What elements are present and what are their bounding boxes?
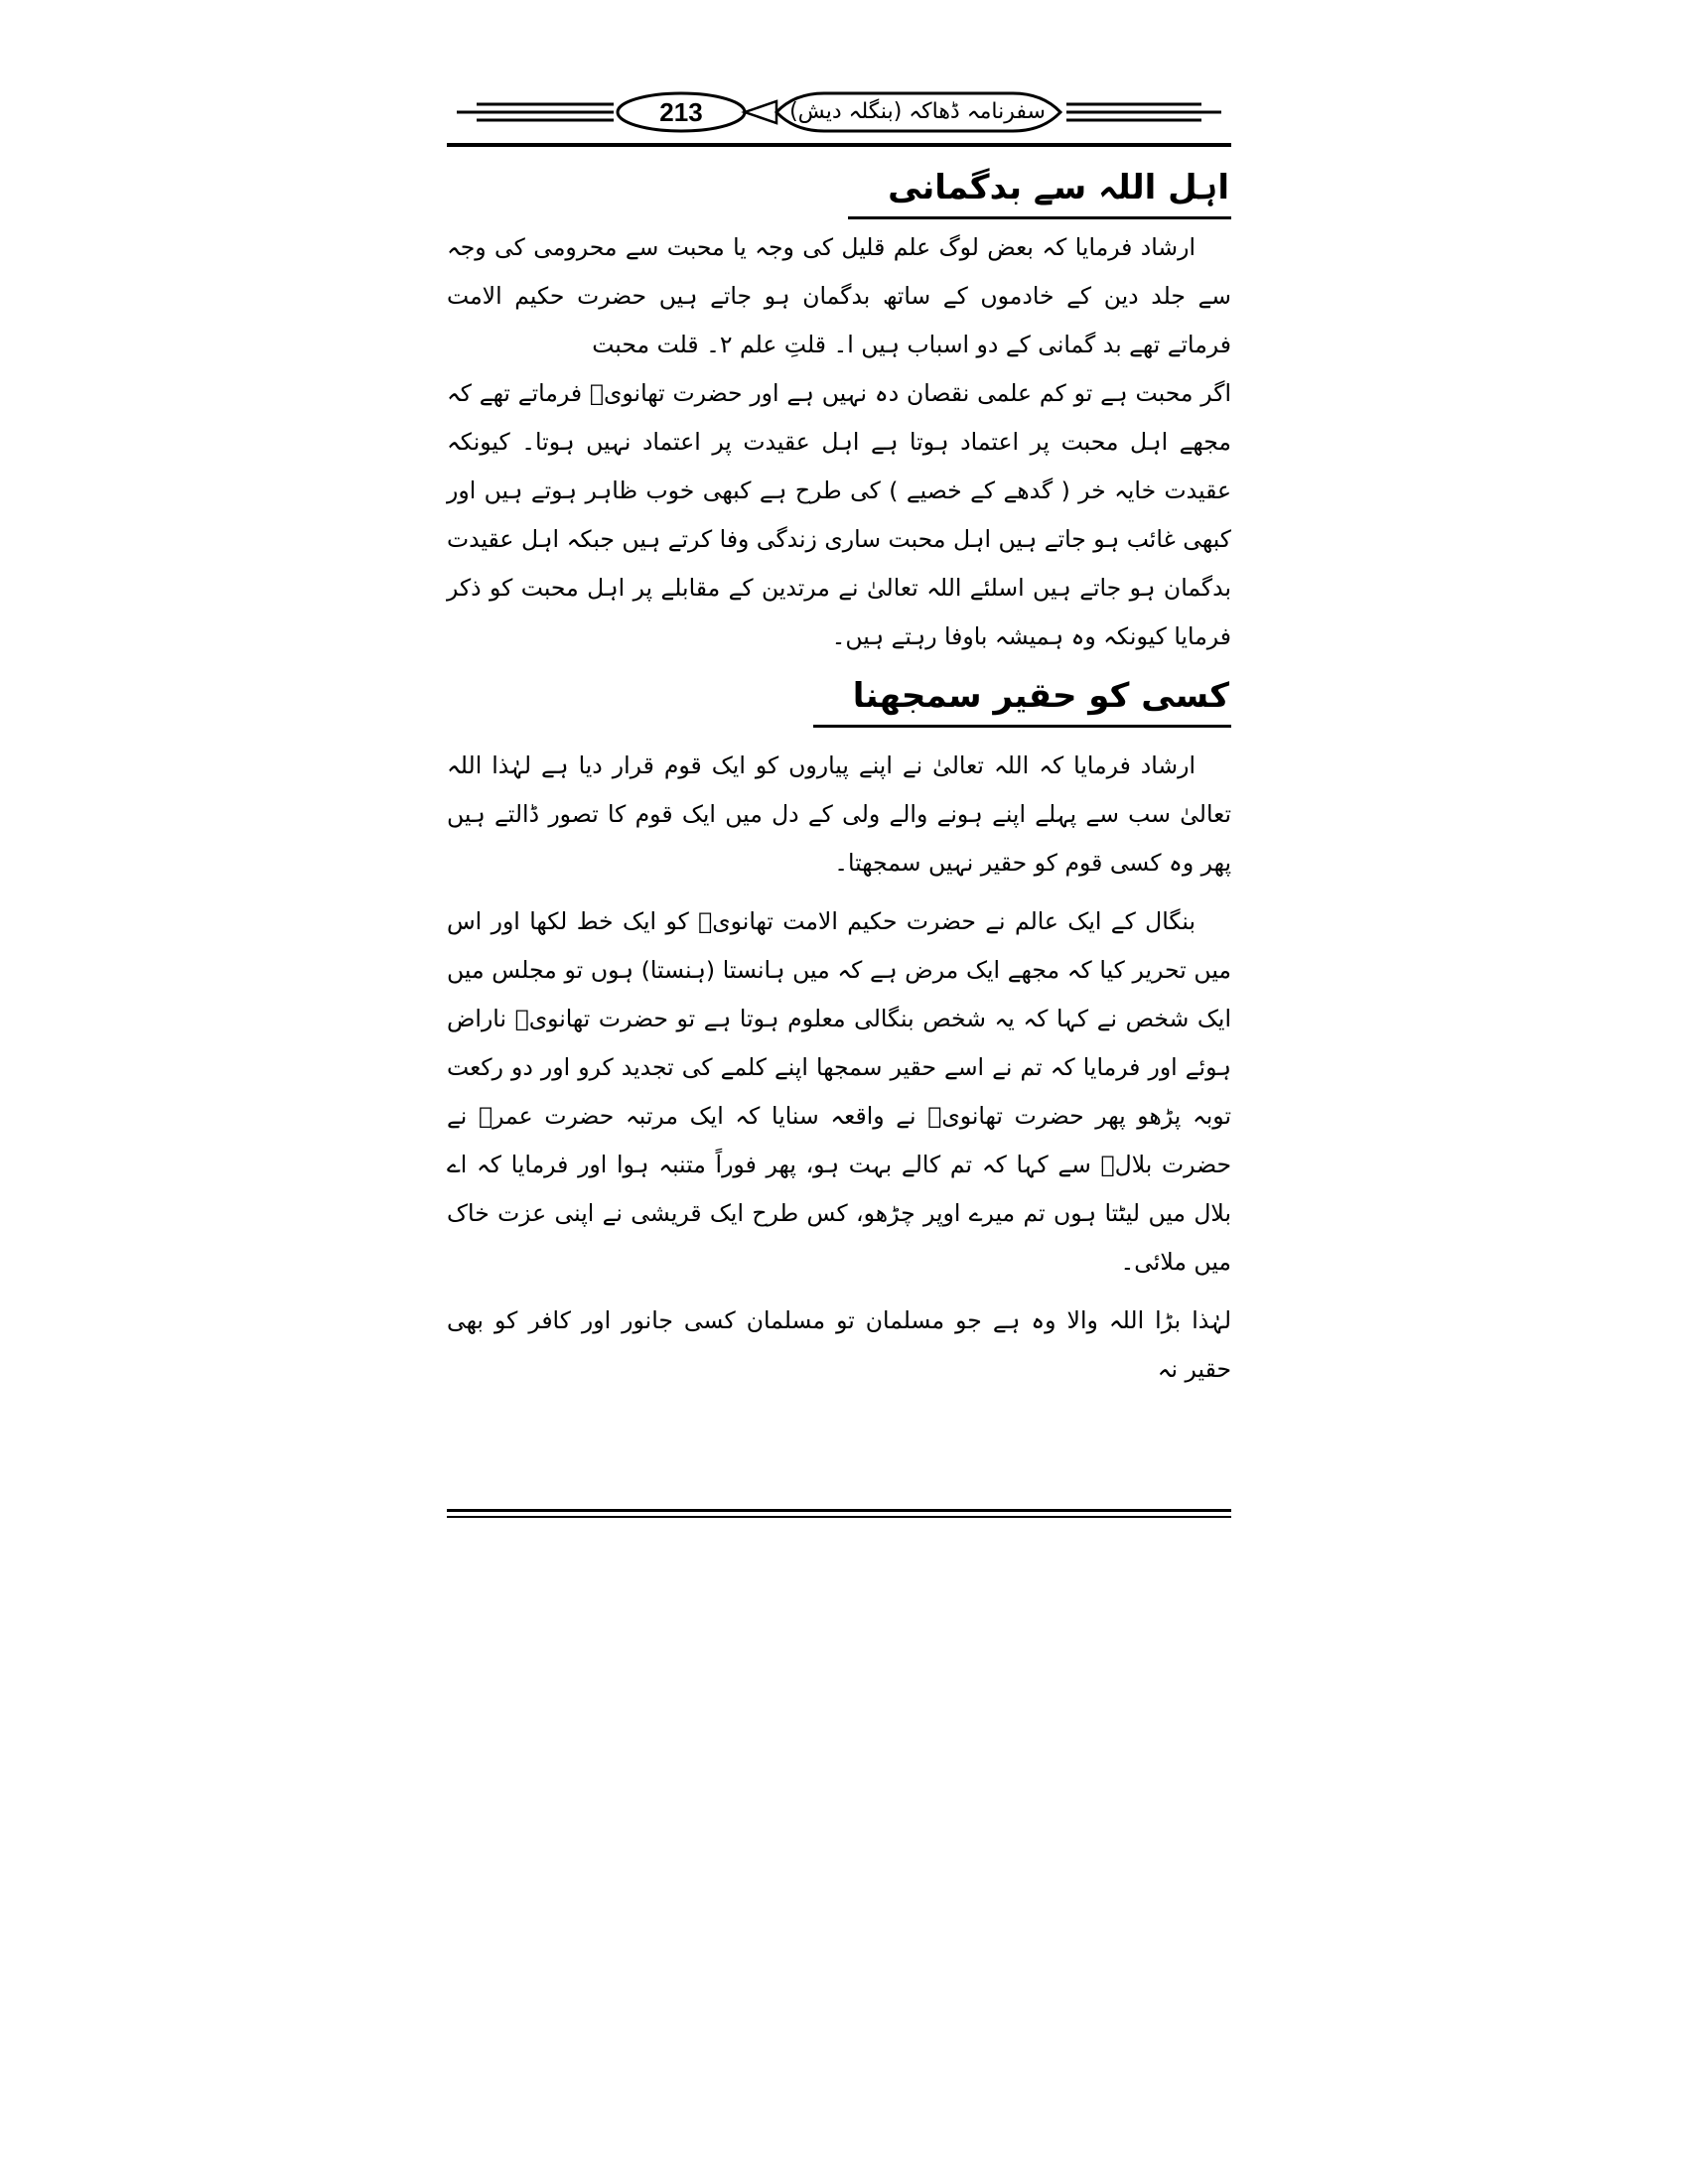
- section-heading: کسی کو حقیر سمجھنا: [813, 667, 1231, 728]
- section-1: [447, 153, 1231, 223]
- paragraph: ارشاد فرمایا کہ اللہ تعالیٰ نے اپنے پیاروں کو ایک قوم قرار دیا ہے لہٰذا اللہ تعالیٰ سب سے پہلے اپنے ہونے والے ولی کے دل میں ایک قوم کا تصور ڈالتے ہیں پھر وہ کسی قوم کو حقیر نہیں سمجھتا۔: [447, 751, 1231, 877]
- header-rule: [447, 143, 1231, 147]
- page-header: [447, 87, 1231, 157]
- paragraph: لہٰذا بڑا اللہ والا وہ ہے جو مسلمان تو مسلمان کسی جانور اور کافر کو بھی حقیر نہ: [447, 1306, 1231, 1383]
- footer-rule: [447, 1509, 1231, 1512]
- footer-rule: [447, 1516, 1231, 1518]
- paragraph: بنگال کے ایک عالم نے حضرت حکیم الامت تھانویؒ کو ایک خط لکھا اور اس میں تحریر کیا کہ مجھے ایک مرض ہے کہ میں ہانستا (ہنستا) ہوں تو مجلس میں ایک شخص نے کہا کہ یہ شخص بنگالی معلوم ہوتا ہے تو حضرت تھانویؒ ناراض ہوئے اور فرمایا کہ تم نے اسے حقیر سمجھا اپنے کلمے کی تجدید کرو اور دو رکعت توبہ پڑھو پھر حضرت تھانویؒ نے واقعہ سنایا کہ ایک مرتبہ حضرت عمرؓ نے حضرت بلالؓ سے کہا کہ تم کالے بہت ہو، پھر فوراً متنبہ ہوا اور فرمایا کہ اے بلال میں لیٹتا ہوں تم میرے اوپر چڑھو، کس طرح ایک قریشی نے اپنی عزت خاک میں ملائی۔: [447, 907, 1231, 1276]
- section-heading: اہل اللہ سے بدگمانی: [848, 159, 1231, 219]
- paragraph: ارشاد فرمایا کہ بعض لوگ علم قلیل کی وجہ یا محبت سے محرومی کی وجہ سے جلد دین کے خادموں کے ساتھ بدگمان ہو جاتے ہیں حضرت حکیم الامت فرماتے تھے بد گمانی کے دو اسباب ہیں ا۔ قلتِ علم ۲۔ قلت محبت: [447, 233, 1231, 358]
- running-title: سفرنامہ ڈھاکہ (بنگلہ دیش): [789, 99, 1046, 124]
- section-2: [447, 661, 1231, 732]
- page-number: 213: [659, 97, 703, 127]
- page: [447, 87, 1231, 1557]
- paragraph: اگر محبت ہے تو کم علمی نقصان دہ نہیں ہے اور حضرت تھانویؒ فرماتے تھے کہ مجھے اہل محبت پر اعتماد ہوتا ہے اہل عقیدت پر اعتماد نہیں ہوتا۔ کیونکہ عقیدت خایہ خر ( گدھے کے خصیے ) کی طرح ہے کبھی خوب ظاہر ہوتے ہیں اور کبھی غائب ہو جاتے ہیں اہل محبت ساری زندگی وفا کرتے ہیں جبکہ اہل عقیدت بدگمان ہو جاتے ہیں اسلئے اللہ تعالیٰ نے مرتدین کے مقابلے پر اہل محبت کو ذکر فرمایا کیونکہ وہ ہمیشہ باوفا رہتے ہیں۔: [447, 379, 1231, 650]
- page-content: [447, 153, 1231, 1394]
